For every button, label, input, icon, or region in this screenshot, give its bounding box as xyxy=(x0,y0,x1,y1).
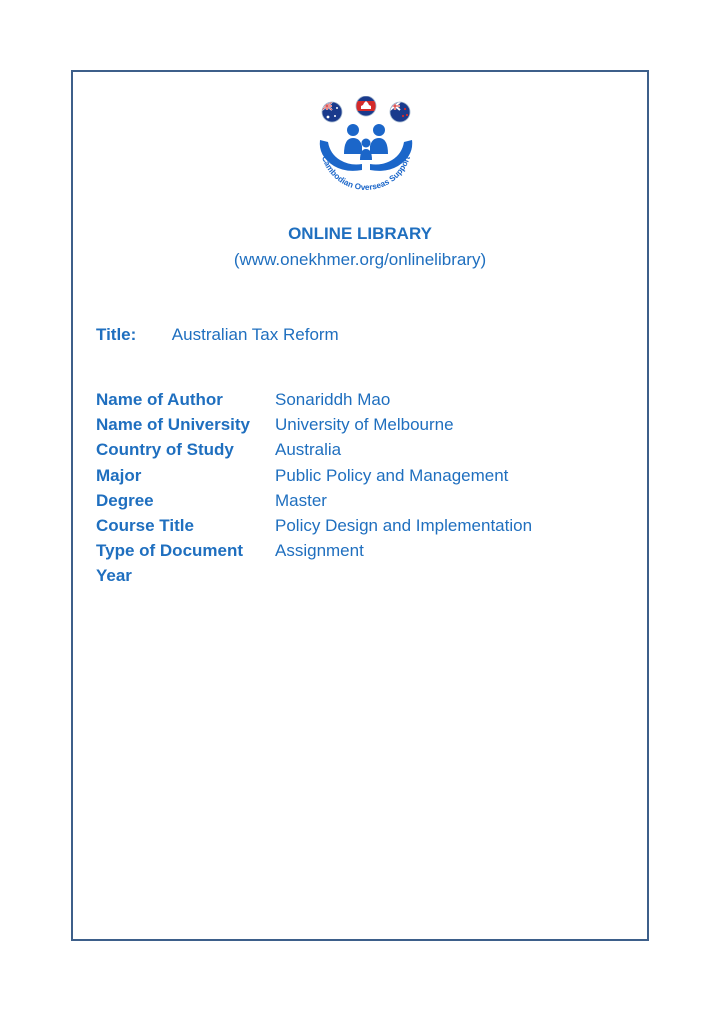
meta-value: Assignment xyxy=(275,541,364,561)
family-icon xyxy=(344,124,388,160)
meta-row-degree xyxy=(96,490,532,515)
meta-value: Australia xyxy=(275,440,342,460)
meta-value: Policy Design and Implementation xyxy=(275,515,533,535)
meta-label: Type of Document xyxy=(96,541,244,561)
meta-label: Year xyxy=(96,566,132,586)
meta-row-year xyxy=(96,565,532,590)
document-metadata xyxy=(96,389,532,591)
library-title: ONLINE LIBRARY xyxy=(288,224,432,243)
document-title-value: Australian Tax Reform xyxy=(171,325,339,344)
document-title-row xyxy=(96,325,339,345)
meta-row-doc-type xyxy=(96,540,532,565)
document-title-label: Title: xyxy=(96,325,137,344)
meta-label: Degree xyxy=(96,490,154,510)
meta-value: Master xyxy=(275,490,327,510)
meta-value: University of Melbourne xyxy=(275,415,454,435)
meta-label: Major xyxy=(96,465,142,485)
meta-row-author xyxy=(96,389,532,414)
library-url: (www.onekhmer.org/onlinelibrary) xyxy=(233,250,487,269)
meta-row-major xyxy=(96,465,532,490)
meta-label: Name of University xyxy=(96,415,250,435)
meta-value: Sonariddh Mao xyxy=(275,390,391,409)
meta-row-university xyxy=(96,414,532,439)
meta-row-course xyxy=(96,515,532,540)
meta-label: Name of Author xyxy=(96,390,223,409)
meta-value: Public Policy and Management xyxy=(275,465,509,485)
meta-label: Country of Study xyxy=(96,440,234,460)
meta-label: Course Title xyxy=(96,515,194,535)
logo-arc-text: Cambodian Overseas Support xyxy=(319,154,413,193)
cambodian-overseas-support-logo xyxy=(306,96,426,206)
meta-row-country xyxy=(96,439,532,464)
